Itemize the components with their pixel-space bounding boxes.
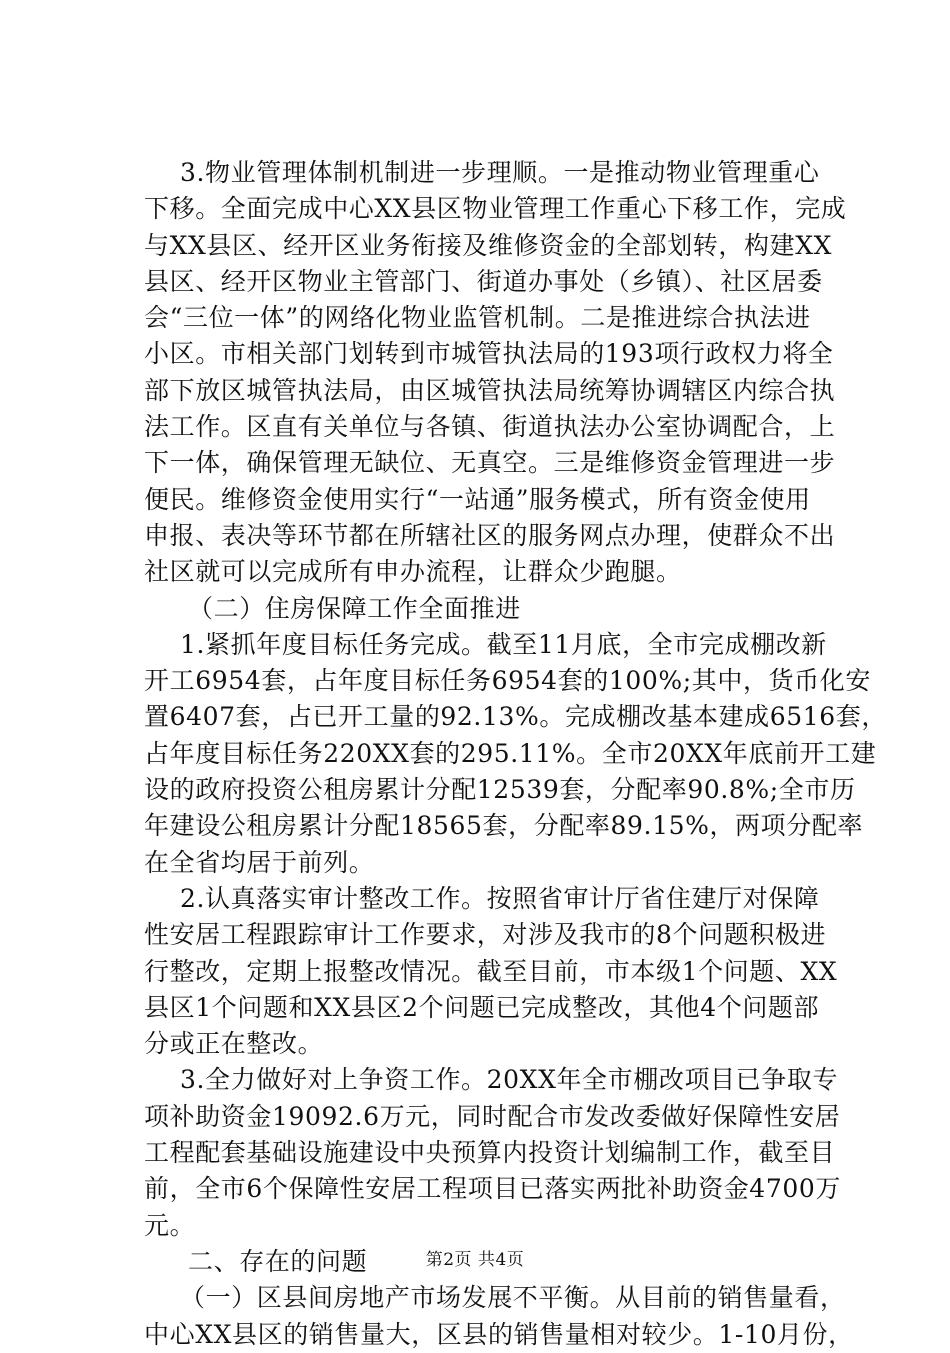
text-line: 元。	[144, 1210, 196, 1240]
text-line: 县区、经开区物业主管部门、街道办事处（乡镇）、社区居委	[144, 266, 823, 296]
text-line: 1.紧抓年度目标任务完成。截至11月底，全市完成棚改新	[180, 629, 827, 659]
text-line: 置6407套，占已开工量的92.13%。完成棚改基本建成6516套，	[144, 702, 887, 732]
text-line: 会“三位一体”的网络化物业监管机制。二是推进综合执法进	[144, 303, 811, 333]
text-line: 行整改，定期上报整改情况。截至目前，市本级1个问题、XX	[144, 956, 838, 986]
text-line: 项补助资金19092.6万元，同时配合市发改委做好保障性安居	[144, 1101, 841, 1131]
text-line: 3.物业管理体制机制进一步理顺。一是推动物业管理重心	[180, 158, 820, 187]
text-line: 部下放区城管执法局，由区城管执法局统筹协调辖区内综合执	[144, 375, 836, 405]
text-line: （二）住房保障工作全面推进	[188, 593, 521, 623]
text-line: 便民。维修资金使用实行“一站通”服务模式，所有资金使用	[144, 484, 811, 514]
text-line: 社区就可以完成所有申办流程，让群众少跑腿。	[144, 557, 682, 587]
text-line: （一）区县间房地产市场发展不平衡。从目前的销售量看，	[180, 1283, 846, 1313]
text-line: 县区1个问题和XX县区2个问题已完成整改，其他4个问题部	[144, 992, 820, 1022]
text-line: 与XX县区、经开区业务衔接及维修资金的全部划转，构建XX	[144, 230, 832, 260]
text-line: 下移。全面完成中心XX县区物业管理工作重心下移工作，完成	[144, 194, 847, 224]
text-line: 年建设公租房累计分配18565套，分配率89.15%，两项分配率	[144, 811, 864, 841]
text-line: 2.认真落实审计整改工作。按照省审计厅省住建厅对保障	[180, 883, 820, 913]
text-line: 法工作。区直有关单位与各镇、街道执法办公室协调配合，上	[144, 412, 836, 442]
text-line: 性安居工程跟踪审计工作要求，对涉及我市的8个问题积极进	[144, 920, 827, 950]
text-line: 在全省均居于前列。	[144, 847, 375, 877]
page-footer: 第2页 共4页	[425, 1250, 525, 1270]
text-line: 设的政府投资公租房累计分配12539套，分配率90.8%;全市历	[144, 775, 856, 805]
text-line: 小区。市相关部门划转到市城管执法局的193项行政权力将全	[144, 339, 834, 369]
text-line: 开工6954套，占年度目标任务6954套的100%;其中，货币化安	[144, 666, 871, 696]
text-line: 二、存在的问题	[188, 1246, 368, 1276]
text-line: 申报、表决等环节都在所辖社区的服务网点办理，使群众不出	[144, 520, 836, 550]
text-line: 工程配套基础设施建设中央预算内投资计划编制工作，截至目	[144, 1138, 836, 1168]
text-line: 3.全力做好对上争资工作。20XX年全市棚改项目已争取专	[180, 1065, 839, 1095]
text-line: 分或正在整改。	[144, 1029, 324, 1059]
text-line: 下一体，确保管理无缺位、无真空。三是维修资金管理进一步	[144, 448, 836, 478]
document-body	[144, 155, 887, 1353]
text-line: 前，全市6个保障性安居工程项目已落实两批补助资金4700万	[144, 1174, 841, 1204]
text-line: 中心XX县区的销售量大，区县的销售量相对较少。1-10月份，	[144, 1319, 854, 1349]
text-line: 占年度目标任务220XX套的295.11%。全市20XX年底前开工建	[144, 738, 877, 768]
